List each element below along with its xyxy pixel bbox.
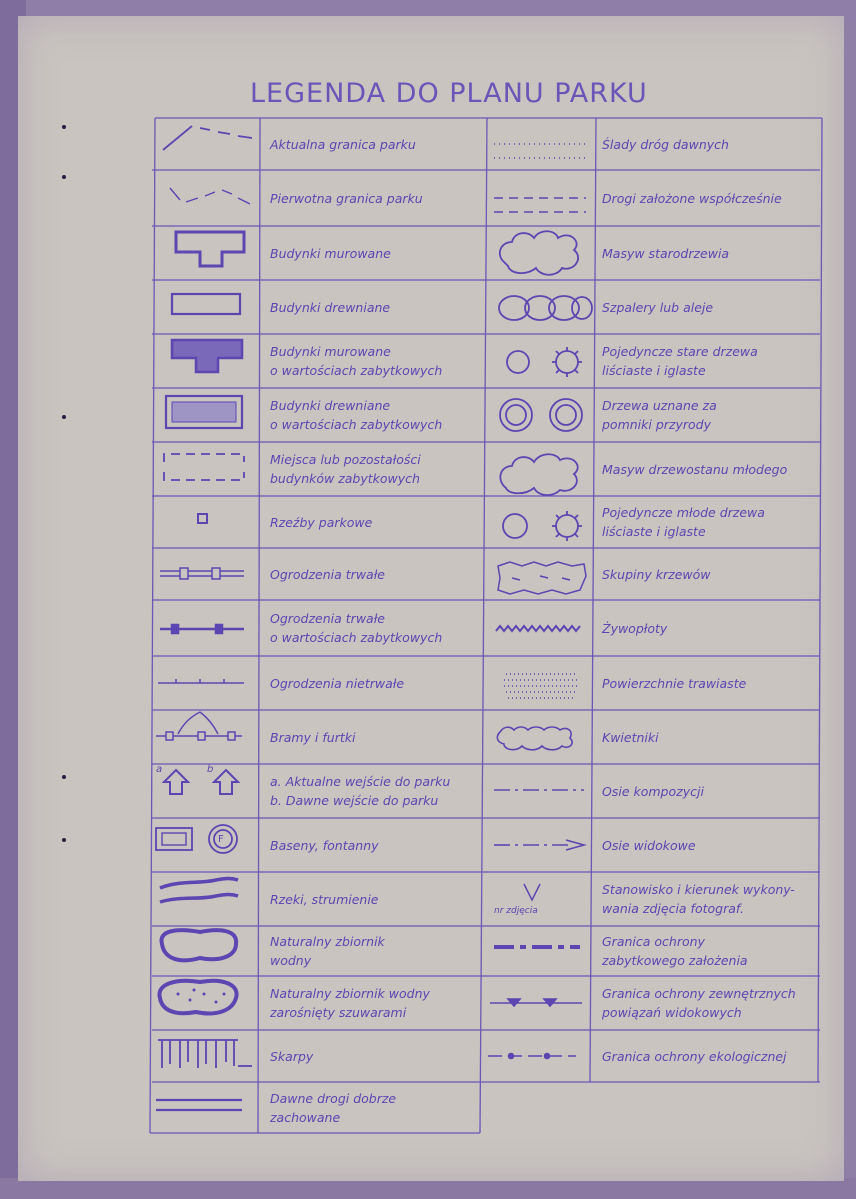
left-legend-label: Budynki drewniane xyxy=(270,299,391,315)
left-legend-label: o wartościach zabytkowych xyxy=(270,417,443,432)
left-legend-label: Budynki drewniane xyxy=(270,398,391,413)
left-legend-label: a. Aktualne wejście do parku xyxy=(270,774,451,789)
left-legend-label: Dawne drogi dobrze xyxy=(270,1090,397,1106)
right-legend-label: Drogi założone współcześnie xyxy=(602,190,782,206)
right-legend-label: zabytkowego założenia xyxy=(602,953,748,968)
left-legend-label: Ogrodzenia trwałe xyxy=(270,566,385,582)
left-legend-label: Naturalny zbiornik wodny xyxy=(270,986,430,1001)
old-coniferous-tree-symbol xyxy=(552,347,582,377)
old-entrance-symbol xyxy=(214,770,238,794)
left-legend-label: o wartościach zabytkowych xyxy=(270,630,443,645)
right-legend-label: Skupiny krzewów xyxy=(602,566,711,582)
left-legend-label: Budynki murowane xyxy=(270,245,391,261)
escarpment-symbol xyxy=(158,1040,252,1068)
young-deciduous-tree-symbol xyxy=(503,514,527,538)
right-legend-label: Granica ochrony xyxy=(602,934,705,949)
hedge-symbol xyxy=(496,626,580,631)
left-legend-label: b. Dawne wejście do parku xyxy=(270,793,439,808)
left-legend-label: budynków zabytkowych xyxy=(270,471,420,486)
rivers-streams-symbol xyxy=(160,879,238,903)
legend-title: LEGENDA DO PLANU PARKU xyxy=(250,78,648,109)
original-park-boundary-symbol xyxy=(170,188,250,204)
photo-position-symbol xyxy=(524,884,540,900)
flower-beds-symbol xyxy=(497,727,572,750)
external-views-boundary-symbol xyxy=(490,999,582,1006)
left-legend-label: Ogrodzenia trwałe xyxy=(270,611,385,626)
ecological-boundary-symbol xyxy=(488,1054,576,1059)
right-legend-label: wania zdjęcia fotograf. xyxy=(602,901,745,916)
left-legend-label: Miejsca lub pozostałości xyxy=(270,452,421,467)
left-legend-label: Naturalny zbiornik xyxy=(270,934,385,949)
young-coniferous-tree-symbol xyxy=(552,511,582,541)
left-legend-label: Aktualna granica parku xyxy=(270,136,416,152)
historic-building-remains-symbol xyxy=(164,454,244,480)
right-legend-label: Stanowisko i kierunek wykony- xyxy=(602,882,795,897)
permanent-fence-symbol xyxy=(160,568,244,579)
left-legend-label: Rzeźby parkowe xyxy=(270,514,373,530)
park-sculpture-symbol xyxy=(198,514,207,523)
pool-symbol xyxy=(156,828,192,850)
masonry-building-symbol xyxy=(176,232,244,266)
temporary-fence-symbol xyxy=(158,679,244,683)
right-legend-label: Masyw starodrzewia xyxy=(602,245,730,261)
right-legend-label: Kwietniki xyxy=(602,729,659,745)
right-legend-label: Szpalery lub aleje xyxy=(602,299,714,315)
left-legend-label: Bramy i furtki xyxy=(270,729,356,745)
old-roads-preserved-symbol xyxy=(156,1100,242,1110)
right-legend-label: Pojedyncze młode drzewa xyxy=(602,505,765,520)
wooden-building-symbol xyxy=(172,294,240,314)
historic-masonry-building-symbol xyxy=(172,340,242,372)
old-roads-traces-symbol xyxy=(494,144,586,158)
right-legend-label: Masyw drzewostanu młodego xyxy=(602,461,788,477)
photo-number-caption: nr zdjęcia xyxy=(494,906,538,916)
left-legend-label: o wartościach zabytkowych xyxy=(270,363,443,378)
entrance-b-mark: b xyxy=(207,764,214,775)
left-legend-label: Ogrodzenia nietrwałe xyxy=(270,675,405,691)
modern-roads-symbol xyxy=(494,198,586,212)
young-tree-mass-symbol xyxy=(500,454,577,495)
current-entrance-symbol xyxy=(164,770,188,794)
old-tree-mass-symbol xyxy=(500,231,578,275)
tree-rows-avenues-symbol xyxy=(499,296,592,320)
right-legend-label: Pojedyncze stare drzewa xyxy=(602,344,758,359)
fountain-mark: F xyxy=(218,834,224,845)
right-legend-label: Drzewa uznane za xyxy=(602,398,717,413)
monument-trees-symbol xyxy=(500,399,582,431)
right-legend-label: Ślady dróg dawnych xyxy=(602,136,729,152)
left-legend-label: Budynki murowane xyxy=(270,344,391,359)
left-legend-label: Skarpy xyxy=(270,1048,314,1064)
right-legend-label: liściaste i iglaste xyxy=(602,363,706,378)
left-legend-label: Baseny, fontanny xyxy=(270,837,379,853)
left-legend-label: zachowane xyxy=(270,1109,341,1125)
entrance-a-mark: a xyxy=(156,764,163,775)
right-legend-label: powiązań widokowych xyxy=(602,1005,742,1020)
left-legend-label: Pierwotna granica parku xyxy=(270,190,423,206)
reedy-pond-symbol xyxy=(159,981,236,1014)
right-legend-label: Osie widokowe xyxy=(602,837,696,853)
right-legend-label: liściaste i iglaste xyxy=(602,524,706,539)
right-legend-label: Granica ochrony ekologicznej xyxy=(602,1048,787,1064)
old-deciduous-tree-symbol xyxy=(507,351,529,373)
right-legend-label: Osie kompozycji xyxy=(602,783,704,799)
right-legend-label: Powierzchnie trawiaste xyxy=(602,675,747,691)
historic-fence-symbol xyxy=(160,625,244,633)
historic-wooden-building-symbol xyxy=(166,396,242,428)
natural-pond-symbol xyxy=(161,930,236,960)
right-legend-label: Granica ochrony zewnętrznych xyxy=(602,986,796,1001)
grass-area-symbol xyxy=(504,674,580,698)
right-legend-label: pomniki przyrody xyxy=(602,417,711,432)
right-legend-label: Żywopłoty xyxy=(602,620,668,636)
current-park-boundary-symbol xyxy=(163,126,252,150)
gates-symbol xyxy=(156,712,242,740)
left-legend-label: wodny xyxy=(270,953,312,968)
shrub-groups-symbol xyxy=(498,562,586,594)
left-legend-label: zarośnięty szuwarami xyxy=(270,1005,407,1020)
left-legend-label: Rzeki, strumienie xyxy=(270,891,379,907)
view-axes-symbol xyxy=(494,840,584,850)
